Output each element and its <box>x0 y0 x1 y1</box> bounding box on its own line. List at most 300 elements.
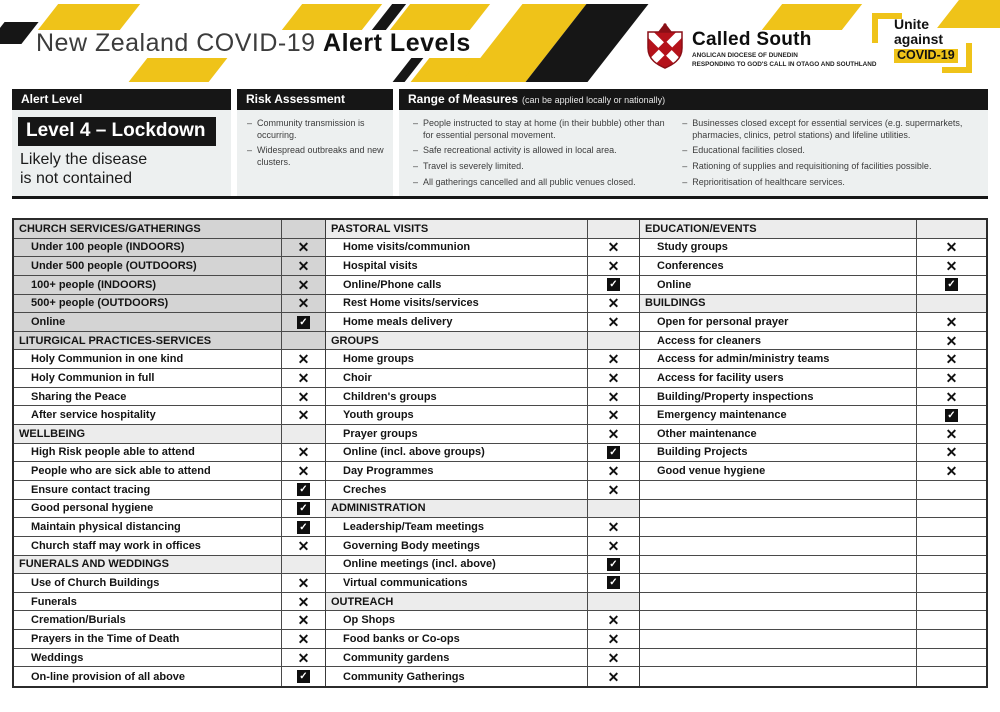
table-row <box>326 295 639 314</box>
check-cell <box>281 350 325 368</box>
hazard-stripe <box>282 4 382 30</box>
check-cell <box>916 518 986 536</box>
row-label: Building/Property inspections <box>657 390 814 403</box>
row-label <box>640 667 916 686</box>
check-cell <box>281 462 325 480</box>
table-row <box>14 444 325 463</box>
hazard-stripe <box>762 4 862 30</box>
row-label: Children's groups <box>343 390 437 403</box>
row-label: Access for admin/ministry teams <box>657 353 830 366</box>
table-row <box>14 518 325 537</box>
x-icon: ✕ <box>945 388 958 405</box>
x-icon: ✕ <box>297 649 310 666</box>
checkbox-checked-icon: ✓ <box>297 502 310 515</box>
x-icon: ✕ <box>945 369 958 386</box>
section-header-row <box>640 295 986 314</box>
checkbox-checked-icon: ✓ <box>297 316 310 329</box>
x-icon: ✕ <box>607 425 620 442</box>
x-icon: ✕ <box>297 258 310 275</box>
alert-level-description-line2: is not contained <box>20 169 133 187</box>
x-icon: ✕ <box>297 276 310 293</box>
table-row <box>326 649 639 668</box>
table-row <box>14 611 325 630</box>
check-cell <box>916 444 986 462</box>
x-icon: ✕ <box>607 239 620 256</box>
checkbox-checked-icon: ✓ <box>607 576 620 589</box>
table-row <box>14 574 325 593</box>
table-row <box>640 369 986 388</box>
row-label: Access for facility users <box>657 371 784 384</box>
x-icon: ✕ <box>607 407 620 424</box>
checkbox-checked-icon: ✓ <box>297 483 310 496</box>
section-header-row <box>14 332 325 351</box>
x-icon: ✕ <box>945 351 958 368</box>
row-label: Community gardens <box>343 651 450 664</box>
row-label: Access for cleaners <box>657 334 761 347</box>
check-cell <box>587 276 639 294</box>
row-label: Under 100 people (INDOORS) <box>31 241 185 254</box>
check-cell <box>281 295 325 313</box>
row-label: Leadership/Team meetings <box>343 521 485 534</box>
bullet-item: – Reprioritisation of healthcare services. <box>692 177 980 189</box>
table-row <box>14 276 325 295</box>
check-cell <box>587 444 639 462</box>
section-header-row <box>14 556 325 575</box>
row-label: Building Projects <box>657 446 748 459</box>
x-icon: ✕ <box>607 258 620 275</box>
unite-line2: against <box>894 31 944 48</box>
row-label: Choir <box>343 371 372 384</box>
empty-row <box>640 649 986 668</box>
alert-level-description-line1: Likely the disease <box>20 151 148 168</box>
check-cell <box>587 257 639 275</box>
empty-row <box>640 593 986 612</box>
check-cell <box>281 220 325 238</box>
check-cell <box>281 630 325 648</box>
check-cell <box>281 537 325 555</box>
row-label <box>640 574 916 592</box>
check-cell <box>281 593 325 611</box>
x-icon: ✕ <box>607 481 620 498</box>
divider <box>12 196 988 199</box>
check-cell <box>916 369 986 387</box>
check-cell <box>281 276 325 294</box>
check-cell <box>281 667 325 686</box>
row-label: Prayer groups <box>343 427 418 440</box>
row-label: Study groups <box>657 241 728 254</box>
row-label: Funerals <box>31 595 77 608</box>
section-title: PASTORAL VISITS <box>331 222 429 235</box>
table-row <box>14 406 325 425</box>
row-label: People who are sick able to attend <box>31 465 211 478</box>
table-row <box>640 276 986 295</box>
row-label: Online (incl. above groups) <box>343 446 485 459</box>
row-label: Holy Communion in one kind <box>31 353 184 366</box>
check-cell <box>587 593 639 611</box>
check-cell <box>916 574 986 592</box>
check-cell <box>916 220 986 238</box>
row-label: Online/Phone calls <box>343 278 442 291</box>
x-icon: ✕ <box>607 612 620 629</box>
diocese-subtitle-line2: RESPONDING TO GOD'S CALL IN OTAGO AND SOUTHLAND <box>692 60 877 68</box>
table-row <box>640 406 986 425</box>
x-icon: ✕ <box>945 239 958 256</box>
check-cell <box>281 500 325 518</box>
section-title: LITURGICAL PRACTICES-SERVICES <box>19 334 212 347</box>
risk-assessment-panel <box>237 110 393 196</box>
row-label: After service hospitality <box>31 409 156 422</box>
row-label: Online <box>31 316 66 328</box>
check-cell <box>281 649 325 667</box>
check-cell <box>916 667 986 686</box>
check-cell <box>916 239 986 257</box>
row-label <box>640 481 916 499</box>
row-label: Home meals delivery <box>343 316 453 328</box>
check-cell <box>281 611 325 629</box>
check-cell <box>587 295 639 313</box>
x-icon: ✕ <box>607 519 620 536</box>
row-label: Op Shops <box>343 614 395 627</box>
check-cell <box>916 332 986 350</box>
checkbox-checked-icon: ✓ <box>607 446 620 459</box>
table-row <box>326 425 639 444</box>
x-icon: ✕ <box>297 537 310 554</box>
x-icon: ✕ <box>607 369 620 386</box>
section-title: FUNERALS AND WEDDINGS <box>19 558 169 571</box>
row-label: High Risk people able to attend <box>31 446 195 459</box>
checkbox-checked-icon: ✓ <box>297 521 310 534</box>
check-cell <box>587 369 639 387</box>
table-row <box>326 481 639 500</box>
row-label: Online meetings (incl. above) <box>343 558 496 571</box>
table-row <box>640 313 986 332</box>
table-row <box>326 630 639 649</box>
row-label: Community Gatherings <box>343 670 465 683</box>
check-cell <box>916 556 986 574</box>
x-icon: ✕ <box>607 295 620 312</box>
table-row <box>14 481 325 500</box>
check-cell <box>587 518 639 536</box>
table-row <box>640 239 986 258</box>
table-row <box>640 425 986 444</box>
empty-row <box>640 556 986 575</box>
section-header-row <box>640 220 986 239</box>
check-cell <box>587 481 639 499</box>
row-label: Use of Church Buildings <box>31 576 160 589</box>
x-icon: ✕ <box>607 649 620 666</box>
row-label: 500+ people (OUTDOORS) <box>31 297 169 310</box>
bullet-item: – Rationing of supplies and requisitioning of facilities possible. <box>692 161 980 173</box>
row-label: Good venue hygiene <box>657 465 766 478</box>
table-row <box>640 444 986 463</box>
table-row <box>14 313 325 332</box>
check-cell <box>587 537 639 555</box>
x-icon: ✕ <box>297 369 310 386</box>
checkbox-checked-icon: ✓ <box>945 278 958 291</box>
row-label: Home visits/communion <box>343 241 471 254</box>
bullet-item: – Community transmission is occurring. <box>257 118 389 141</box>
check-cell <box>916 630 986 648</box>
row-label <box>640 537 916 555</box>
row-label <box>640 630 916 648</box>
empty-row <box>640 481 986 500</box>
table-row <box>640 462 986 481</box>
row-label: Conferences <box>657 260 724 273</box>
section-title: EDUCATION/EVENTS <box>645 222 757 235</box>
row-label: Governing Body meetings <box>343 539 480 552</box>
page-title-bold: Alert Levels <box>323 29 471 57</box>
x-icon: ✕ <box>297 463 310 480</box>
table-row <box>14 369 325 388</box>
checkbox-checked-icon: ✓ <box>945 409 958 422</box>
alert-level-panel <box>12 110 231 196</box>
table-row <box>14 500 325 519</box>
check-cell <box>587 350 639 368</box>
table-row <box>326 462 639 481</box>
check-cell <box>916 537 986 555</box>
row-label: Virtual communications <box>343 576 468 589</box>
table-row <box>326 667 639 686</box>
check-cell <box>916 481 986 499</box>
row-label: 100+ people (INDOORS) <box>31 278 157 291</box>
bullet-item: – Travel is severely limited. <box>423 161 676 173</box>
alert-level-header-bar: Alert Level <box>12 89 231 110</box>
check-cell <box>281 313 325 331</box>
table-column-group <box>640 220 986 686</box>
table-row <box>326 388 639 407</box>
check-cell <box>916 406 986 424</box>
diocese-subtitle-line1: ANGLICAN DIOCESE OF DUNEDIN <box>692 52 798 59</box>
table-row <box>326 537 639 556</box>
table-row <box>326 257 639 276</box>
x-icon: ✕ <box>945 332 958 349</box>
table-row <box>326 406 639 425</box>
table-row <box>326 239 639 258</box>
check-cell <box>587 425 639 443</box>
x-icon: ✕ <box>945 444 958 461</box>
table-row <box>326 350 639 369</box>
check-cell <box>916 500 986 518</box>
check-cell <box>281 444 325 462</box>
check-cell <box>916 649 986 667</box>
page-title-regular: New Zealand COVID-19 <box>36 29 316 57</box>
diocese-logo-text <box>692 29 877 69</box>
table-row <box>14 667 325 686</box>
check-cell <box>587 630 639 648</box>
check-cell <box>281 369 325 387</box>
x-icon: ✕ <box>297 407 310 424</box>
check-cell <box>281 518 325 536</box>
x-icon: ✕ <box>297 444 310 461</box>
row-label <box>640 518 916 536</box>
row-label: Day Programmes <box>343 465 434 478</box>
section-title: OUTREACH <box>331 595 394 608</box>
table-row <box>640 257 986 276</box>
check-cell <box>281 574 325 592</box>
empty-row <box>640 537 986 556</box>
table-row <box>326 313 639 332</box>
row-label: Weddings <box>31 651 84 664</box>
check-cell <box>587 332 639 350</box>
table-row <box>14 649 325 668</box>
table-row <box>14 388 325 407</box>
x-icon: ✕ <box>297 593 310 610</box>
check-cell <box>587 313 639 331</box>
row-label <box>640 649 916 667</box>
measures-bullet-list-left <box>407 118 676 196</box>
table-row <box>14 295 325 314</box>
section-header-row <box>14 425 325 444</box>
table-row <box>14 593 325 612</box>
bullet-item: – Safe recreational activity is allowed in local area. <box>423 145 676 157</box>
row-label: Good personal hygiene <box>31 502 154 515</box>
row-label: Open for personal prayer <box>657 316 789 328</box>
hazard-stripe <box>0 22 39 44</box>
row-label: Cremation/Burials <box>31 614 126 627</box>
range-of-measures-title: Range of Measures <box>408 92 519 106</box>
row-label: Holy Communion in full <box>31 371 155 384</box>
empty-row <box>640 500 986 519</box>
diocese-crest-icon <box>644 22 686 70</box>
table-row <box>326 369 639 388</box>
row-label: Sharing the Peace <box>31 390 127 403</box>
check-cell <box>587 462 639 480</box>
table-row <box>14 462 325 481</box>
x-icon: ✕ <box>297 351 310 368</box>
checkbox-checked-icon: ✓ <box>607 558 620 571</box>
x-icon: ✕ <box>945 258 958 275</box>
x-icon: ✕ <box>297 295 310 312</box>
row-label: Emergency maintenance <box>657 409 787 422</box>
check-cell <box>916 350 986 368</box>
section-header-row <box>326 220 639 239</box>
check-cell <box>916 611 986 629</box>
row-label: Hospital visits <box>343 260 418 273</box>
bullet-item: – People instructed to stay at home (in their bubble) other than for essential personal movement. <box>423 118 676 141</box>
range-of-measures-note: (can be applied locally or nationally) <box>522 95 666 105</box>
section-title: WELLBEING <box>19 427 85 440</box>
diocese-name: Called South <box>692 29 812 50</box>
section-title: CHURCH SERVICES/GATHERINGS <box>19 222 201 235</box>
check-cell <box>587 239 639 257</box>
table-row <box>326 611 639 630</box>
check-cell <box>281 406 325 424</box>
row-label: Youth groups <box>343 409 414 422</box>
check-cell <box>281 481 325 499</box>
section-title: ADMINISTRATION <box>331 502 426 515</box>
section-title: GROUPS <box>331 334 379 347</box>
risk-bullet-list <box>241 118 389 169</box>
hazard-stripe <box>38 4 140 30</box>
bullet-item: – Widespread outbreaks and new clusters. <box>257 145 389 168</box>
row-label: Prayers in the Time of Death <box>31 632 180 645</box>
check-cell <box>587 220 639 238</box>
table-row <box>326 556 639 575</box>
table-row <box>326 518 639 537</box>
empty-row <box>640 611 986 630</box>
row-label <box>640 611 916 629</box>
unite-logo-text <box>894 17 958 63</box>
x-icon: ✕ <box>945 314 958 330</box>
table-row <box>326 444 639 463</box>
row-label: Maintain physical distancing <box>31 521 181 534</box>
row-label: Food banks or Co-ops <box>343 632 460 645</box>
x-icon: ✕ <box>945 463 958 480</box>
row-label: Church staff may work in offices <box>31 539 201 552</box>
page-title <box>36 29 471 58</box>
hazard-stripe <box>129 58 228 82</box>
row-label <box>640 556 916 574</box>
row-label <box>640 500 916 518</box>
row-label: Online <box>657 278 692 291</box>
table-row <box>14 630 325 649</box>
check-cell <box>281 556 325 574</box>
bullet-item: – Educational facilities closed. <box>692 145 980 157</box>
check-cell <box>281 332 325 350</box>
row-label: Ensure contact tracing <box>31 483 151 496</box>
section-header-row <box>326 593 639 612</box>
row-label: On-line provision of all above <box>31 670 186 683</box>
check-cell <box>916 593 986 611</box>
check-cell <box>281 388 325 406</box>
x-icon: ✕ <box>297 612 310 629</box>
row-label <box>640 593 916 611</box>
measures-bullet-list-right <box>676 118 980 196</box>
x-icon: ✕ <box>297 388 310 405</box>
alert-level-description <box>18 151 225 189</box>
row-label: Creches <box>343 483 387 496</box>
table-row <box>640 332 986 351</box>
table-row <box>14 537 325 556</box>
permissions-table <box>12 218 988 688</box>
unite-against-covid-logo <box>872 13 972 73</box>
section-header-row <box>326 332 639 351</box>
section-title: BUILDINGS <box>645 297 706 310</box>
x-icon: ✕ <box>945 425 958 442</box>
alert-level-title: Level 4 – Lockdown <box>18 117 216 146</box>
x-icon: ✕ <box>607 537 620 554</box>
check-cell <box>916 425 986 443</box>
table-row <box>14 239 325 258</box>
row-label: Rest Home visits/services <box>343 297 479 310</box>
x-icon: ✕ <box>297 574 310 591</box>
covid19-chip: COVID-19 <box>894 49 958 63</box>
check-cell <box>587 574 639 592</box>
check-cell <box>281 239 325 257</box>
bullet-item: – Businesses closed except for essential services (e.g. supermarkets, pharmacies, clinics, petrol stations) and lifeline utilities. <box>692 118 980 141</box>
range-of-measures-header-bar <box>399 89 988 110</box>
x-icon: ✕ <box>607 668 620 685</box>
check-cell <box>281 425 325 443</box>
table-row <box>14 350 325 369</box>
check-cell <box>281 257 325 275</box>
risk-assessment-header-bar: Risk Assessment <box>237 89 393 110</box>
checkbox-checked-icon: ✓ <box>607 278 620 291</box>
table-row <box>640 350 986 369</box>
check-cell <box>916 462 986 480</box>
bullet-item: – All gatherings cancelled and all public venues closed. <box>423 177 676 189</box>
check-cell <box>587 500 639 518</box>
x-icon: ✕ <box>297 239 310 256</box>
x-icon: ✕ <box>607 314 620 330</box>
empty-row <box>640 667 986 686</box>
table-row <box>640 388 986 407</box>
check-cell <box>916 276 986 294</box>
range-of-measures-panel <box>399 110 988 196</box>
check-cell <box>916 295 986 313</box>
hazard-stripe <box>390 4 490 30</box>
x-icon: ✕ <box>607 463 620 480</box>
